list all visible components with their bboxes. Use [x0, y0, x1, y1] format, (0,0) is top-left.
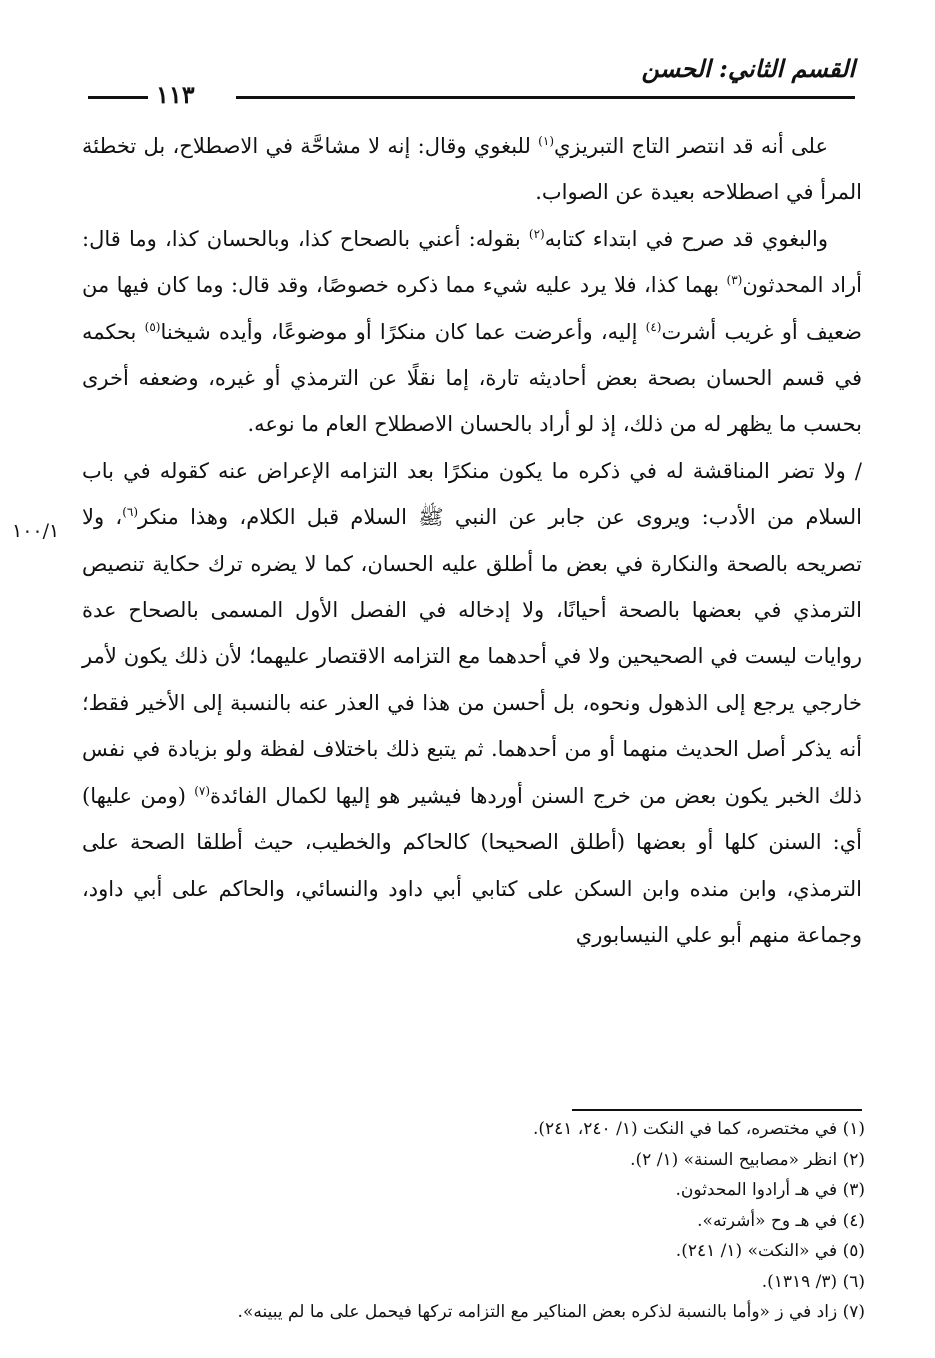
- footnote-ref: (٦): [122, 505, 139, 520]
- page-number: ١١٣: [156, 80, 195, 109]
- text-run: على أنه قد انتصر التاج التبريزي: [554, 134, 829, 158]
- text-run: إليه، وأعرضت عما كان منكرًا أو موضوعًا، وأيده شيخنا: [160, 319, 646, 344]
- manuscript-folio-note: ١٠٠/١: [12, 520, 60, 542]
- footnote-ref: (٢): [528, 226, 545, 241]
- text-run: والبغوي قد صرح في ابتداء كتابه: [544, 226, 828, 251]
- footnote-item: (٦) (٣/ ١٣١٩).: [761, 1271, 865, 1292]
- paragraph-3: [82, 448, 862, 958]
- paragraph-2: [82, 216, 862, 448]
- header-rule: [236, 96, 855, 99]
- text-run: بحكمه في قسم الحسان بصحة بعض أحاديثه تارة، إما نقلًا عن الترمذي أو غيره، وضعفه أخرى بحسب ما يظهر له من ذلك، إذ لو أراد بالحسان الاصطلاح العام ما نوعه.: [82, 319, 862, 437]
- text-run: بهما كذا، فلا يرد عليه شيء مما ذكره خصوصًا، وقد قال: وما كان فيها من ضعيف أو غريب أشرت: [82, 273, 862, 344]
- footnote-ref: (٧): [194, 783, 211, 798]
- footnote-item: (٤) في هـ وح «أشرته».: [697, 1210, 865, 1231]
- footnote-item: (٣) في هـ أرادوا المحدثون.: [675, 1180, 865, 1200]
- text-run: / ولا تضر المناقشة له في ذكره ما يكون منكرًا بعد التزامه الإعراض عنه كقوله في باب السلام من الأدب: ويروى عن جابر عن النبي ﷺ السلام قبل الكلام، وهذا منكر: [82, 458, 862, 530]
- footnotes-list: [75, 1114, 865, 1328]
- header-rule-left: [88, 96, 148, 99]
- main-text: [82, 123, 862, 958]
- text-run: للبغوي وقال: إنه لا مشاحَّة في الاصطلاح، بل تخطئة المرأ في اصطلاحه بعيدة عن الصواب.: [82, 134, 862, 205]
- footnote-item: (٢) انظر «مصابيح السنة» (١/ ٢).: [630, 1149, 865, 1170]
- footnote-ref: (٥): [144, 319, 161, 334]
- footnote-ref: (٣): [726, 273, 743, 288]
- text-run: (ومن عليها) أي: السنن كلها أو بعضها (أطلق الصحيحا) كالحاكم والخطيب، حيث أطلقا الصحة على الترمذي، وابن منده وابن السكن على كتابي أبي داود والنسائي، والحاكم على أبي داود، وجماعة منهم أبو علي النيسابوري: [82, 783, 862, 947]
- footnote-ref: (٤): [645, 319, 662, 334]
- footnote-ref: (١): [538, 134, 554, 148]
- footnote-item: (٥) في «النكت» (١/ ٢٤١).: [675, 1241, 865, 1261]
- text-run: بقوله: أعني بالصحاح كذا، وبالحسان كذا، وما قال: أراد المحدثون: [82, 226, 862, 298]
- paragraph-1: [82, 123, 862, 216]
- footnote-item: (١) في مختصره، كما في النكت (١/ ٢٤٠، ٢٤١).: [532, 1119, 865, 1139]
- footnote-item: (٧) زاد في ز «وأما بالنسبة لذكره بعض المناكير مع التزامه تركها فيحمل على ما لم يبينه».: [237, 1302, 865, 1322]
- running-title: القسم الثاني: الحسن: [641, 54, 855, 83]
- footnote-separator: [572, 1109, 862, 1111]
- text-run: ، ولا تصريحه بالصحة والنكارة في بعض ما أطلق عليه الحسان، كما لا يضره ترك حكاية تنصيص الترمذي في بعضها بالصحة أحيانًا، ولا إدخاله في الفصل الأول المسمى بالصحاح عدة روايات ليست في الصحيحين ولا في أحدهما مع التزامه الاقتصار عليهما؛ لأن ذلك يكون لأمر خارجي يرجع إلى الذهول ونحوه، بل أحسن من هذا في العذر عنه بالنسبة إلى الأخير فقط؛ أنه يذكر أصل الحديث منهما أو من أحدهما. ثم يتبع ذلك باختلاف لفظة ولو بزيادة في نفس ذلك الخبر يكون بعض من خرج السنن أوردها فيشير هو إليها لكمال الفائدة: [82, 505, 863, 808]
